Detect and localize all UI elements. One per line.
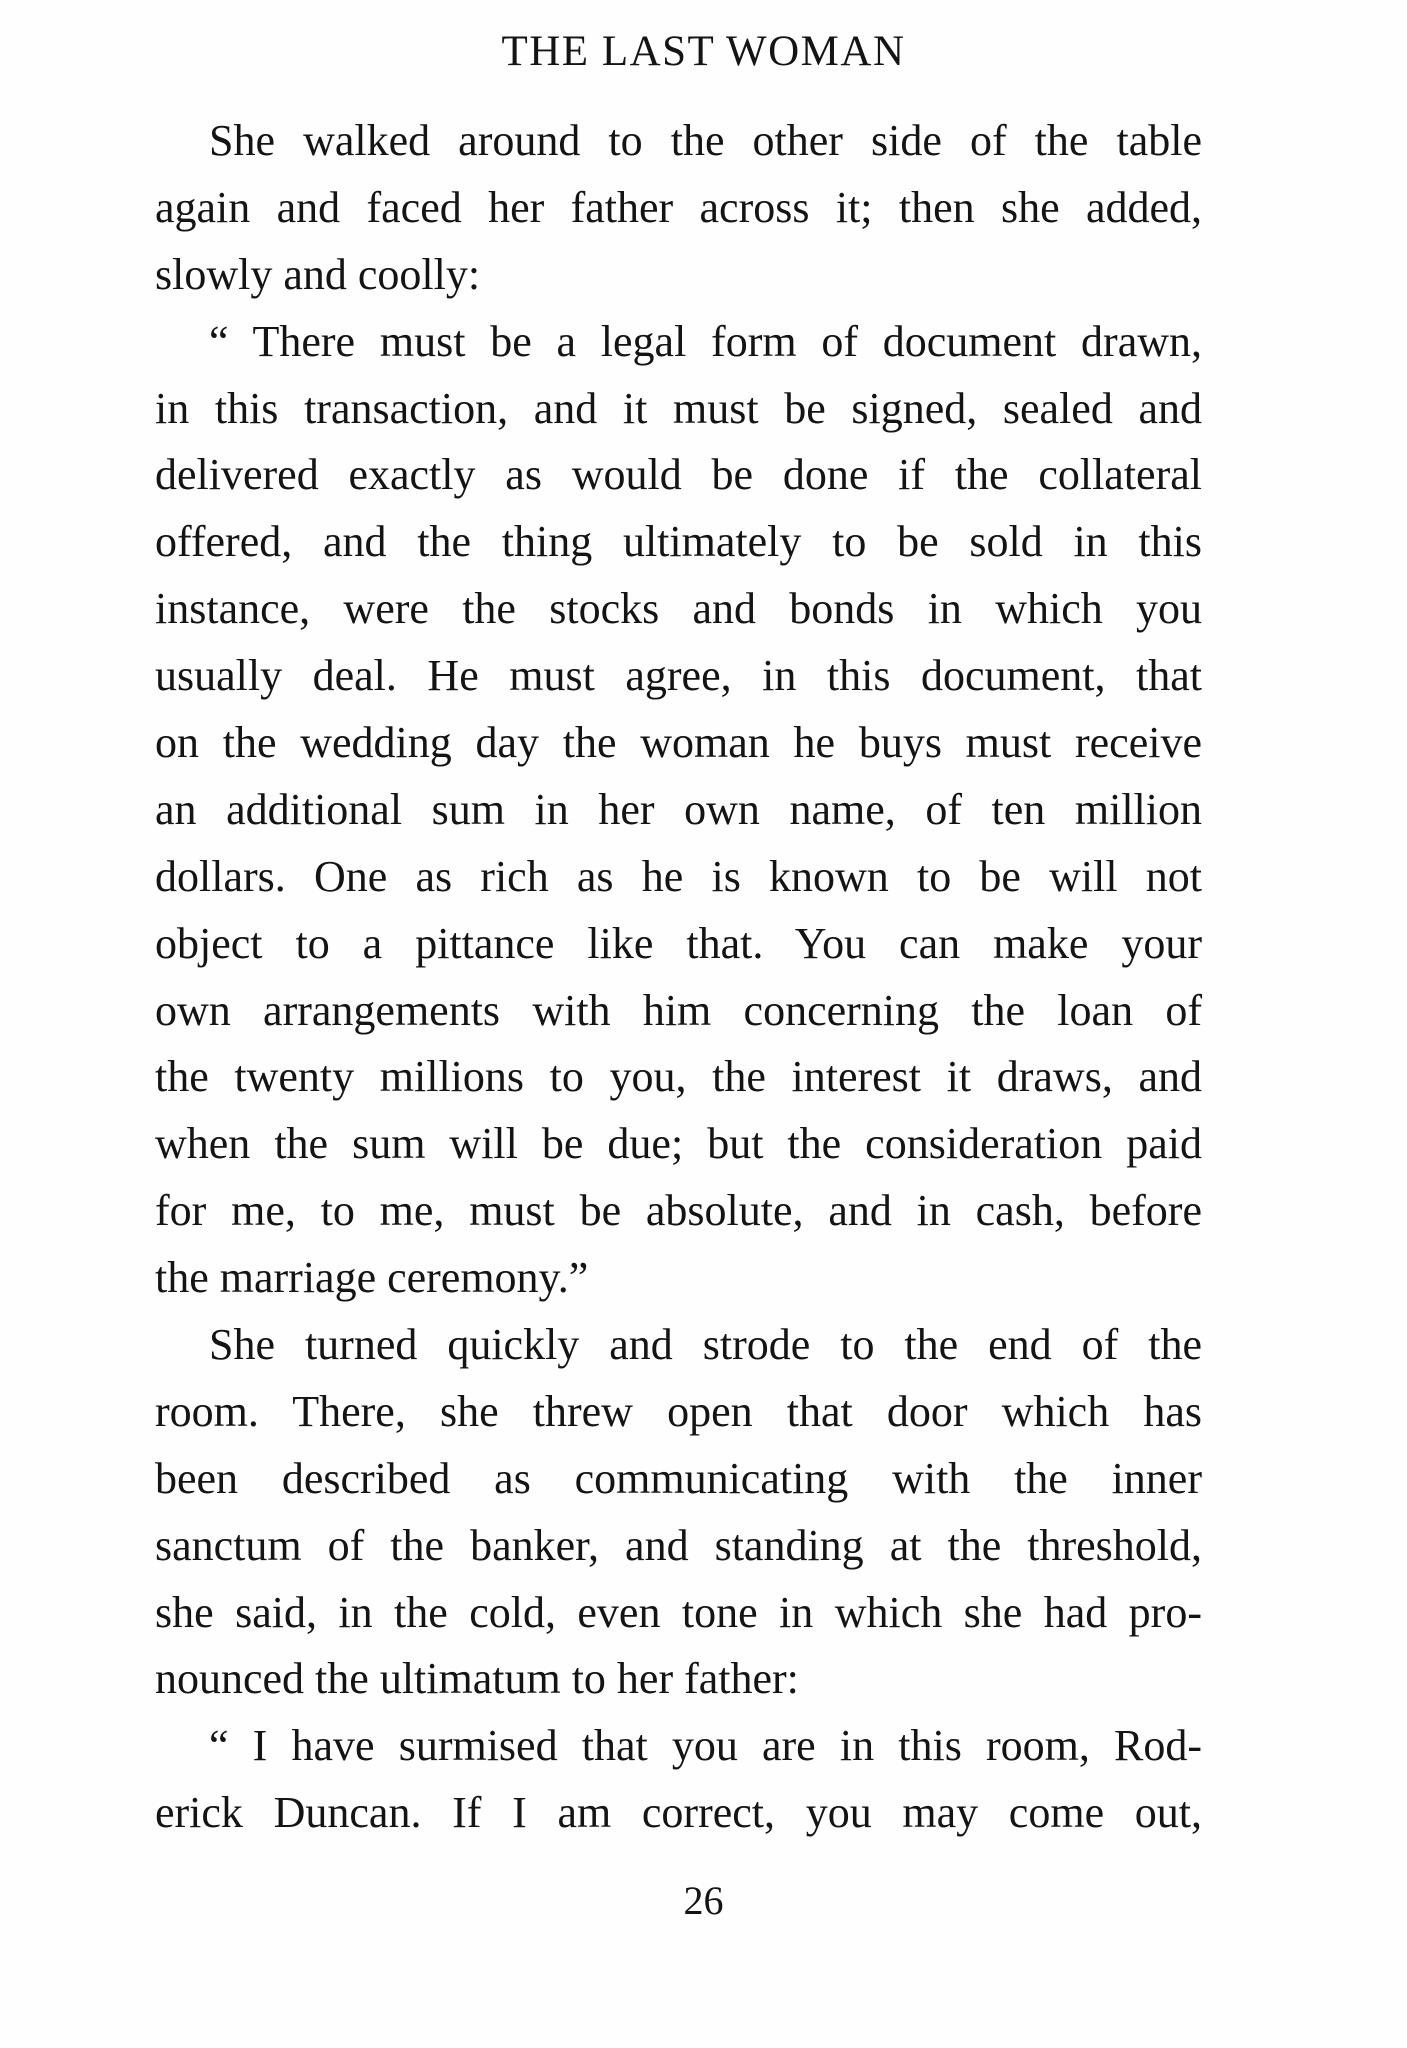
- text-line: room. There, she threw open that door which has: [155, 1386, 1202, 1436]
- text-line: again and faced her father across it; then she added,: [155, 182, 1202, 232]
- text-line: in this transaction, and it must be signed, sealed and: [155, 383, 1202, 433]
- text-line: slowly and coolly:: [155, 249, 481, 299]
- text-line: “ I have surmised that you are in this room, Rod-: [209, 1721, 1202, 1771]
- text-line: “ There must be a legal form of document drawn,: [209, 316, 1202, 366]
- text-line: the twenty millions to you, the interest it draws, and: [155, 1052, 1202, 1102]
- text-line: an additional sum in her own name, of ten million: [155, 784, 1202, 834]
- text-line: usually deal. He must agree, in this document, that: [155, 651, 1202, 701]
- page-number: 26: [683, 1878, 724, 1923]
- text-line: She turned quickly and strode to the end of the: [209, 1320, 1202, 1370]
- text-line: sanctum of the banker, and standing at the threshold,: [155, 1520, 1202, 1570]
- text-line: instance, were the stocks and bonds in which you: [155, 584, 1202, 634]
- text-line: when the sum will be due; but the consideration paid: [155, 1119, 1202, 1169]
- text-line: on the wedding day the woman he buys must receive: [155, 718, 1202, 768]
- text-line: been described as communicating with the inner: [155, 1453, 1202, 1503]
- text-line: delivered exactly as would be done if the collateral: [155, 450, 1202, 500]
- text-line: dollars. One as rich as he is known to be will not: [155, 851, 1202, 901]
- text-line: the marriage ceremony.”: [155, 1253, 589, 1303]
- text-line: for me, to me, must be absolute, and in cash, before: [155, 1186, 1202, 1236]
- text-line: erick Duncan. If I am correct, you may come out,: [155, 1788, 1202, 1838]
- body-text: [155, 108, 1202, 1847]
- text-line: She walked around to the other side of the table: [209, 116, 1202, 165]
- text-line: nounced the ultimatum to her father:: [155, 1654, 799, 1704]
- text-line: she said, in the cold, even tone in which she had pro-: [155, 1587, 1202, 1637]
- text-line: offered, and the thing ultimately to be sold in this: [155, 517, 1202, 567]
- running-head: THE LAST WOMAN: [501, 28, 906, 75]
- text-line: object to a pittance like that. You can make your: [155, 918, 1202, 968]
- text-line: own arrangements with him concerning the loan of: [155, 985, 1202, 1035]
